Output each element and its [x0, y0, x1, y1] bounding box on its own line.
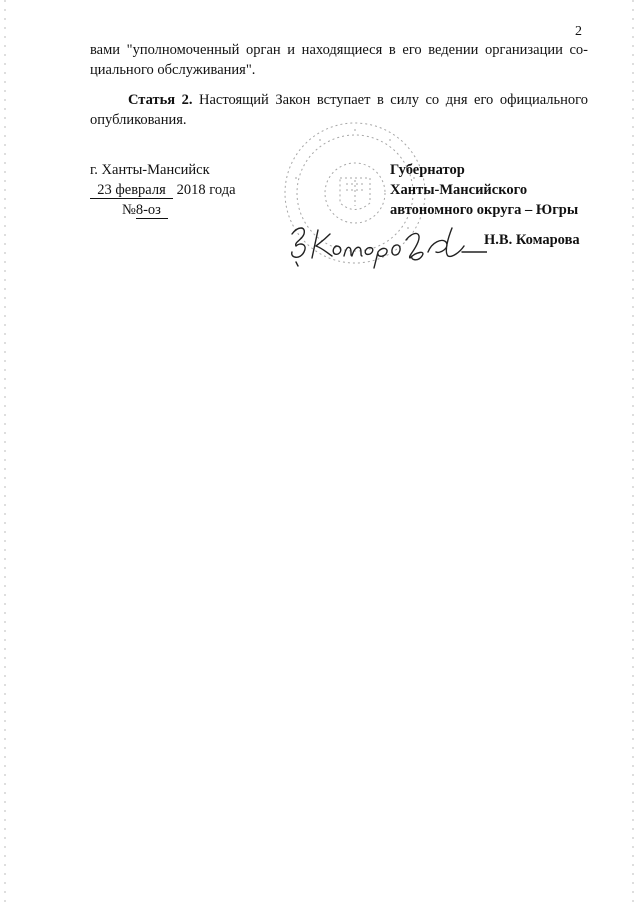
date-year: 2018 года [176, 182, 236, 198]
date-day: 23 [90, 183, 115, 199]
date-month: февраля [115, 182, 166, 198]
page-number: 2 [575, 24, 582, 39]
handwritten-signature [282, 212, 487, 270]
article-text-continued: опубликования. [90, 112, 187, 128]
paragraph-line: вами "уполномоченный орган и находящиеся в его ведении организации со- [90, 42, 588, 58]
article-label: Статья 2. [128, 92, 193, 108]
paragraph-line: циального обслуживания". [90, 62, 256, 78]
governor-title-block [390, 160, 578, 220]
governor-title-line: автономного округа – Югры [390, 202, 579, 218]
number-sign: № [122, 202, 136, 218]
law-number-line [90, 200, 236, 220]
scan-edge-left [4, 0, 6, 905]
governor-title-line: Губернатор [390, 162, 465, 178]
signer-name: Н.В. Комарова [484, 232, 580, 248]
date-line [90, 180, 236, 200]
city-line: г. Ханты-Мансийск [90, 162, 210, 178]
governor-title-line: Ханты-Мансийского [390, 182, 528, 198]
article-text: Настоящий Закон вступает в силу со дня его официального [192, 92, 588, 108]
law-number: 8-оз [136, 203, 168, 219]
article-first-line [90, 90, 588, 110]
scan-edge-right [632, 0, 634, 905]
date-gap [166, 183, 173, 199]
paragraph-continuation [90, 40, 588, 80]
place-date-number-block [90, 160, 236, 220]
